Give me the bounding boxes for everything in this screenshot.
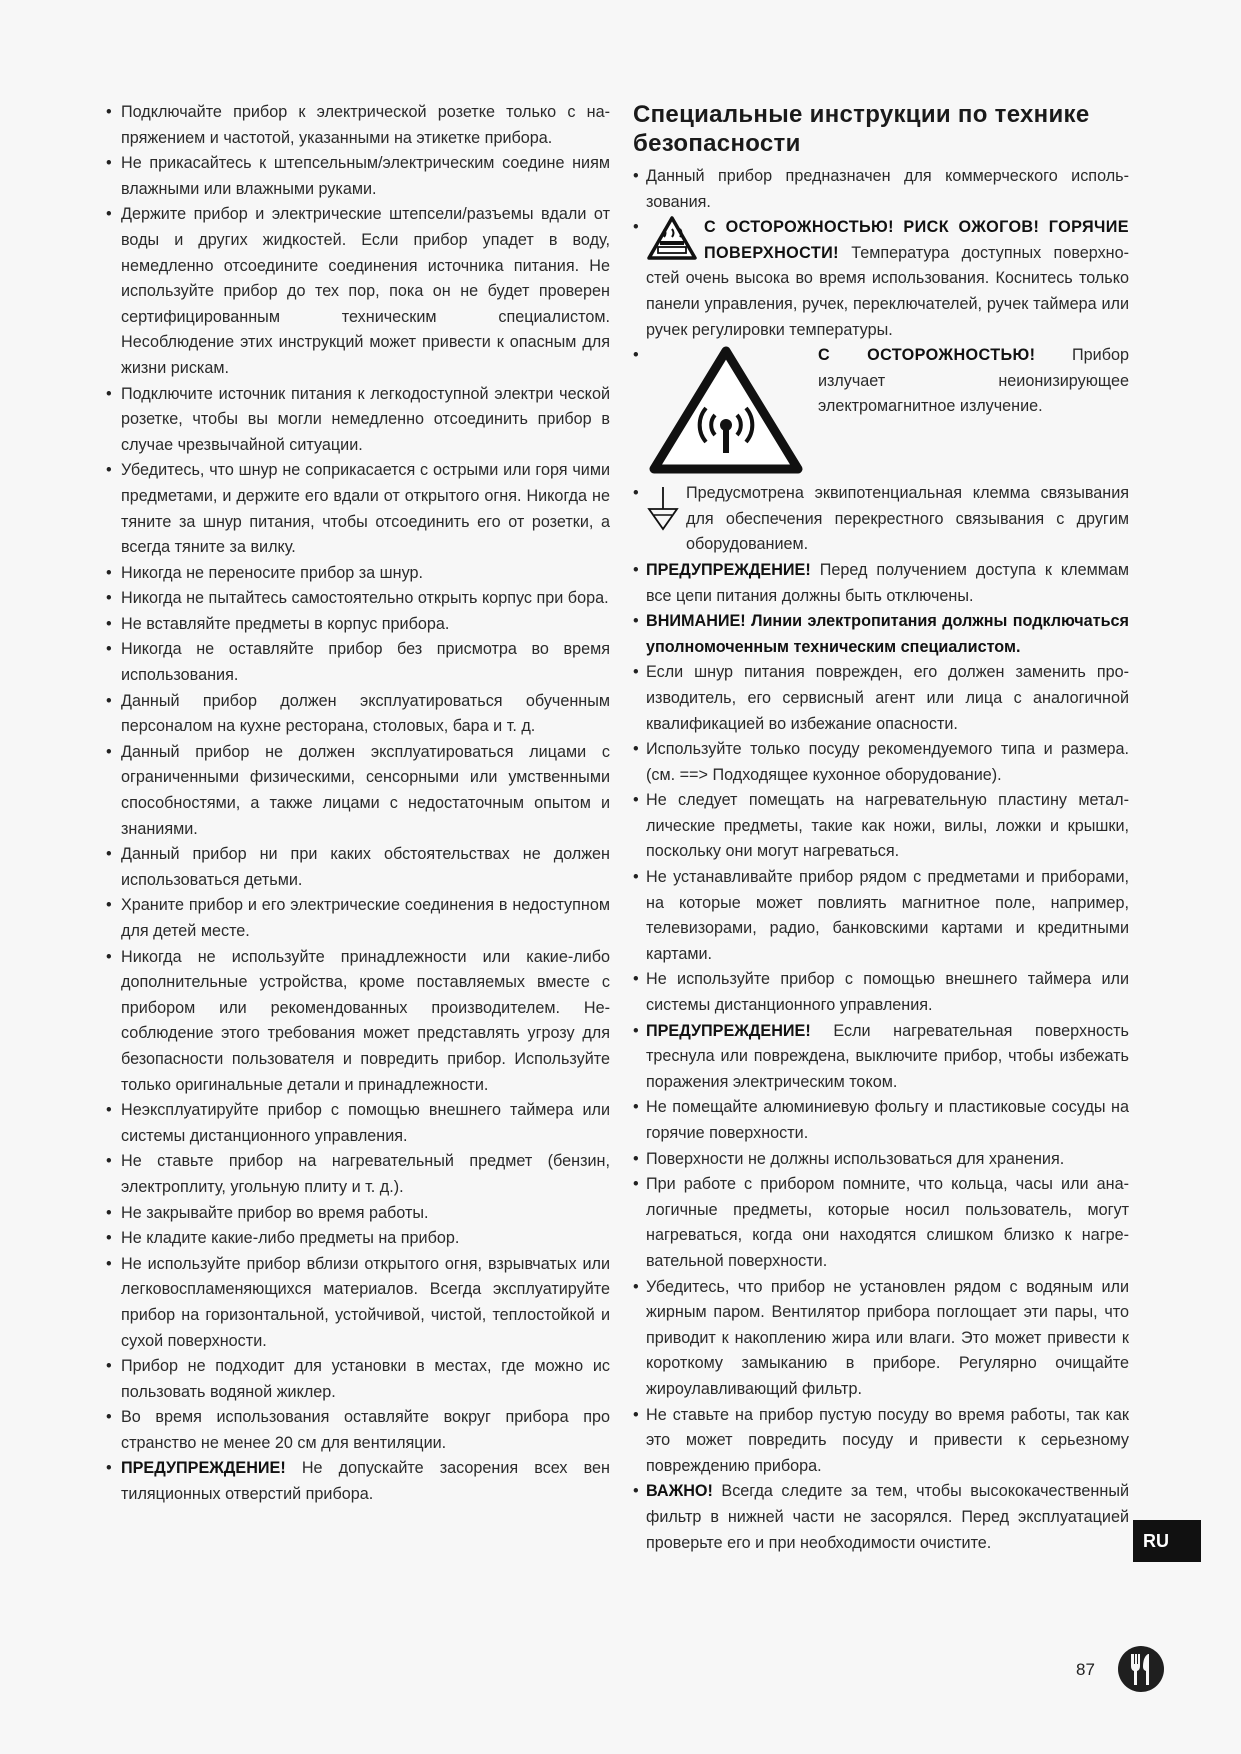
list-item: • Не прикасайтесь к штепсельным/электрическим соедине ниям влажными или влажными руками. <box>104 151 610 202</box>
list-item: • Держите прибор и электрические штепсели/разъемы вдали от воды и других жидкостей. Если прибор упадет в воду, немедленно отсоедините соединения источника питания. Не используйте прибор до тех пор, пока он не будет проверен сертифицированным техническим специалистом. Несоблюдение этих инструкций может привести к опасным для жизни рискам. <box>104 202 610 381</box>
list-item: • Не вставляйте предметы в корпус прибора. <box>104 612 610 638</box>
safety-list-special <box>633 164 1129 1556</box>
list-item: • Не используйте прибор вблизи открытого огня, взрывчатых или легковоспламеняющихся материалов. Всегда эксплуатируйте прибор на горизонтальной, устойчивой, чистой, теплостойкой и сухой поверхности. <box>104 1252 610 1354</box>
list-item: • Не используйте прибор с помощью внешнего таймера или системы дистанционного управления. <box>633 967 1129 1018</box>
list-item: • Подключите источник питания к легкодоступной электри ческой розетке, чтобы вы могли немедленно отсоединить прибор в случае чрезвычайной ситуации. <box>104 382 610 459</box>
list-item: • Не помещайте алюминиевую фольгу и пластиковые сосуды на горячие поверхности. <box>633 1095 1129 1146</box>
list-item: • Никогда не пытайтесь самостоятельно открыть корпус при бора. <box>104 586 610 612</box>
ground-text: Предусмотрена эквипотенциальная клемма связывания для обеспечения перекрестного связывания с другим оборудованием. <box>686 484 1129 554</box>
list-item: • Подключайте прибор к электрической розетке только с напряжением и частотой, указанными на этикетке прибора. <box>104 100 610 151</box>
section-heading: Специальные инструкции по технике безопасности <box>633 101 1090 157</box>
safety-list-general <box>104 100 610 1508</box>
caution-label: С ОСТОРОЖНОСТЬЮ! РИСК ОЖОГОВ! ГОРЯЧИЕ ПОВЕРХНОСТИ! <box>704 218 1129 262</box>
cutlery-logo-icon <box>1117 1645 1165 1693</box>
list-item: • Не следует помещать на нагревательную пластину металлические предметы, такие как ножи, вилы, ложки и крышки, поскольку они могут нагреваться. <box>633 788 1129 865</box>
page-number: 87 <box>1076 1660 1095 1679</box>
list-item: • Данный прибор ни при каких обстоятельствах не должен использоваться детьми. <box>104 842 610 893</box>
list-item-hot-surface <box>633 215 1129 343</box>
list-item: • Поверхности не должны использоваться для хранения. <box>633 1147 1129 1173</box>
list-item: • Не устанавливайте прибор рядом с предметами и приборами, на которые может повлиять магнитное поле, например, телевизорами, радио, банковскими картами и кредитными картами. <box>633 865 1129 967</box>
list-item: • Во время использования оставляйте вокруг прибора про странство не менее 20 см для вентиляции. <box>104 1405 610 1456</box>
list-item: • Данный прибор предназначен для коммерческого использования. <box>633 164 1129 215</box>
attention-text: ВНИМАНИЕ! Линии электропитания должны подключаться уполномоченным техническим специалистом. <box>646 612 1129 656</box>
caution-text: Температура доступных поверхностей очень высока во время использования. Коснитесь только панели управления, ручек, переключателей, ручек таймера или ручек регулировки температуры. <box>646 243 1129 339</box>
list-item-ground-terminal <box>633 481 1129 558</box>
warning-label: ПРЕДУПРЕЖДЕНИЕ! <box>121 1459 286 1478</box>
list-item: • Никогда не оставляйте прибор без присмотра во время использования. <box>104 637 610 688</box>
list-item: • Никогда не используйте принадлежности или какие-либо дополнительные устройства, кроме поставляемых вместе с прибором или рекомендованных производителем. Несоблюдение этого требования может представлять угрозу для безопасности пользователя и повредить прибор. Используйте только оригинальные детали и принадлежности. <box>104 945 610 1099</box>
list-item <box>633 609 1129 660</box>
caution-text: Прибор излучает неионизирующее электромагнитное излучение. <box>818 346 1129 416</box>
list-item <box>633 558 1129 609</box>
list-item: • Убедитесь, что шнур не соприкасается с острыми или горя чими предметами, и держите его вдали от открытого огня. Никогда не тяните за шнур питания, чтобы отсоединить его от розетки, а всегда тяните за вилку. <box>104 458 610 560</box>
list-item <box>633 1479 1129 1556</box>
radiation-warning-icon <box>646 345 806 475</box>
list-item <box>633 1019 1129 1096</box>
list-item: • Не ставьте прибор на нагревательный предмет (бензин, электроплиту, угольную плиту и т. д.). <box>104 1149 610 1200</box>
list-item: • Данный прибор не должен эксплуатироваться лицами с ограниченными физическими, сенсорными или умственными способностями, а также лицами с недостаточным опытом и знаниями. <box>104 740 610 842</box>
list-item: • Не закрывайте прибор во время работы. <box>104 1201 610 1227</box>
list-item: • Данный прибор должен эксплуатироваться обученным персоналом на кухне ресторана, столовых, бара и т. д. <box>104 689 610 740</box>
hot-surface-warning-icon <box>646 215 698 261</box>
warning-text: Не допускайте засорения всех вен тиляционных отверстий прибора. <box>121 1459 610 1504</box>
list-item: • Если шнур питания поврежден, его должен заменить производитель, его сервисный агент или лица с аналогичной квалификацией во избежание опасности. <box>633 660 1129 737</box>
warning-label: ПРЕДУПРЕЖДЕНИЕ! <box>646 560 811 579</box>
list-item: • Прибор не подходит для установки в местах, где можно ис пользовать водяной жиклер. <box>104 1354 610 1405</box>
important-text: Всегда следите за тем, чтобы высококачественный фильтр в нижней части не засорялся. Перед эксплуатацией проверьте его и при необходимости очистите. <box>646 1482 1129 1552</box>
list-item-radiation <box>633 343 1129 481</box>
warning-text: Перед получением доступа к клеммам все цепи питания должны быть отключены. <box>646 560 1129 605</box>
left-column <box>104 100 610 1508</box>
list-item: • Убедитесь, что прибор не установлен рядом с водяным или жирным паром. Вентилятор прибора поглощает эти пары, что приводит к накоплению жира или влаги. Это может привести к короткому замыканию в приборе. Регулярно очищайте жироулавливающий фильтр. <box>633 1275 1129 1403</box>
list-item: • Храните прибор и его электрические соединения в недоступном для детей месте. <box>104 893 610 944</box>
list-item: • Не кладите какие-либо предметы на прибор. <box>104 1226 610 1252</box>
list-item: • Неэксплуатируйте прибор с помощью внешнего таймера или системы дистанционного управления. <box>104 1098 610 1149</box>
list-item-warning-ventilation <box>104 1456 610 1507</box>
equipotential-ground-icon <box>646 485 680 533</box>
list-item: • При работе с прибором помните, что кольца, часы или аналогичные предметы, которые носил пользователь, могут нагреваться, когда они находятся слишком близко к нагревательной поверхности. <box>633 1172 1129 1274</box>
list-item: • Никогда не переносите прибор за шнур. <box>104 561 610 587</box>
list-item: • Используйте только посуду рекомендуемого типа и размера. (см. ==> Подходящее кухонное оборудование). <box>633 737 1129 788</box>
language-tab: RU <box>1133 1520 1201 1562</box>
list-item: • Не ставьте на прибор пустую посуду во время работы, так как это может повредить посуду и привести к серьезному повреждению прибора. <box>633 1403 1129 1480</box>
warning-text: Если нагревательная поверхность треснула или повреждена, выключите прибор, чтобы избежать поражения электрическим током. <box>646 1021 1129 1091</box>
right-column <box>633 100 1129 1556</box>
caution-label: С ОСТОРОЖНОСТЬЮ! <box>818 346 1036 365</box>
warning-label: ПРЕДУПРЕЖДЕНИЕ! <box>646 1021 811 1040</box>
important-label: ВАЖНО! <box>646 1482 713 1501</box>
